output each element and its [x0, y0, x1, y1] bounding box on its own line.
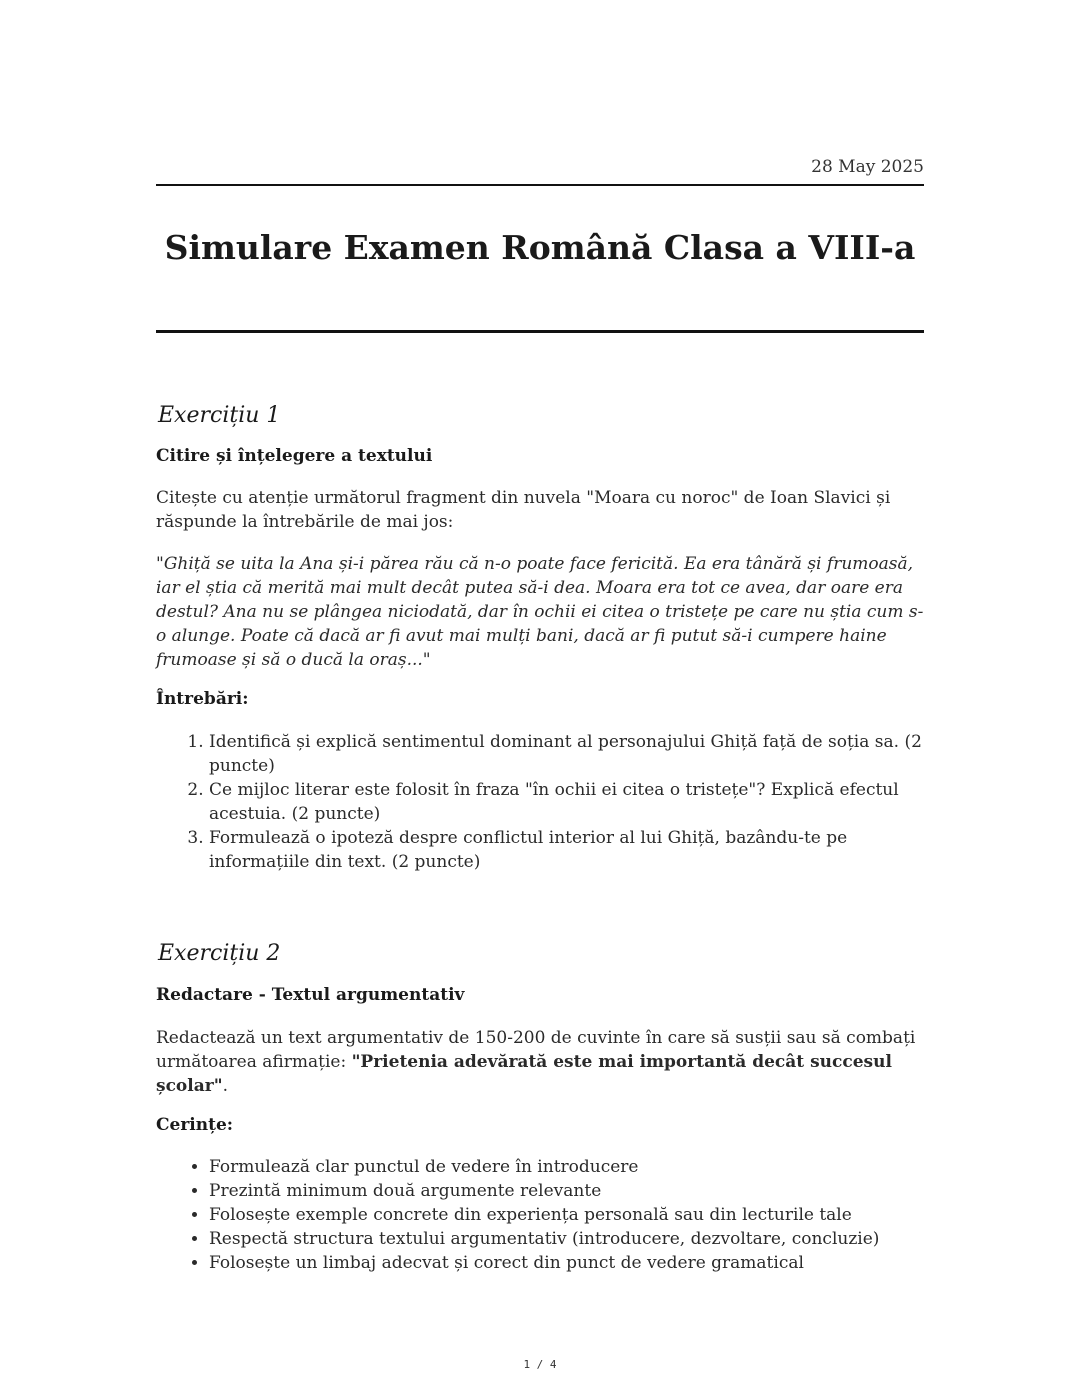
exercise-2-heading: Exercițiu 2 [158, 941, 281, 966]
exercise-2-intro [156, 1026, 924, 1098]
exercise-2-intro-wrap [156, 1026, 924, 1098]
requirement-item: • Prezintă minimum două argumente relevante [209, 1179, 924, 1203]
question-item: 3. Formulează o ipoteză despre conflictul interior al lui Ghiță, bazându-te pe informațiile din text. (2 puncte) [209, 826, 924, 874]
requirements-label: Cerințe: [156, 1115, 234, 1135]
questions-list-wrap [156, 730, 924, 874]
requirement-item: • Folosește un limbaj adecvat și corect din punct de vedere gramatical [209, 1251, 924, 1275]
questions-label: Întrebări: [156, 689, 249, 709]
requirement-item: • Formulează clar punctul de vedere în introducere [209, 1155, 924, 1179]
exercise-1-subheading-wrap [156, 446, 924, 466]
exercise-2-subheading-wrap [156, 985, 924, 1005]
document-title: Simulare Examen Română Clasa a VIII-a [164, 228, 916, 267]
header-divider [156, 184, 924, 186]
exercise-1-section [156, 403, 924, 428]
exercise-1-heading: Exercițiu 1 [158, 403, 281, 428]
exercise-1-intro-wrap [156, 486, 924, 534]
title-divider [156, 330, 924, 333]
page-number: 1 / 4 [523, 1358, 557, 1371]
exercise-1-intro: Citește cu atenție următorul fragment din nuvela "Moara cu noroc" de Ioan Slavici și răspunde la întrebările de mai jos: [156, 488, 891, 532]
exercise-1-quote-wrap [156, 552, 924, 672]
questions-label-wrap [156, 689, 924, 709]
exercise-2-intro-text: Redactează un text argumentativ de 150-200 de cuvinte în care să susții sau să combați următoarea afirmație: [156, 1028, 916, 1072]
exercise-1-subheading: Citire și înțelegere a textului [156, 446, 433, 466]
exercise-2-intro-end: . [222, 1076, 228, 1096]
requirements-label-wrap [156, 1115, 924, 1135]
document-date: 28 May 2025 [811, 157, 924, 177]
requirement-item: • Respectă structura textului argumentativ (introducere, dezvoltare, concluzie) [209, 1227, 924, 1251]
question-item: 1. Identifică și explică sentimentul dominant al personajului Ghiță față de soția sa. (2 puncte) [209, 730, 924, 778]
questions-list [156, 730, 924, 874]
exercise-2-section [156, 941, 924, 966]
requirement-item: • Folosește exemple concrete din experiența personală sau din lecturile tale [209, 1203, 924, 1227]
question-item: 2. Ce mijloc literar este folosit în fraza "în ochii ei citea o tristețe"? Explică efectul acestuia. (2 puncte) [209, 778, 924, 826]
requirements-list-wrap [156, 1155, 924, 1275]
literary-fragment-quote: "Ghiță se uita la Ana și-i părea rău că n-o poate face fericită. Ea era tânără și frumoasă, iar el știa că merită mai mult decât putea să-i dea. Moara era tot ce avea, dar oare era destul? Ana nu se plângea niciodată, dar în ochii ei citea o tristețe pe care nu știa cum s-o alunge. Poate că dacă ar fi avut mai mulți bani, dacă ar fi putut să-i cumpere haine frumoase și să o ducă la oraș..." [156, 554, 924, 670]
exercise-2-subheading: Redactare - Textul argumentativ [156, 985, 465, 1005]
exercise-2-statement: "Prietenia adevărată este mai importantă decât succesul școlar" [156, 1052, 892, 1096]
requirements-list [156, 1155, 924, 1275]
